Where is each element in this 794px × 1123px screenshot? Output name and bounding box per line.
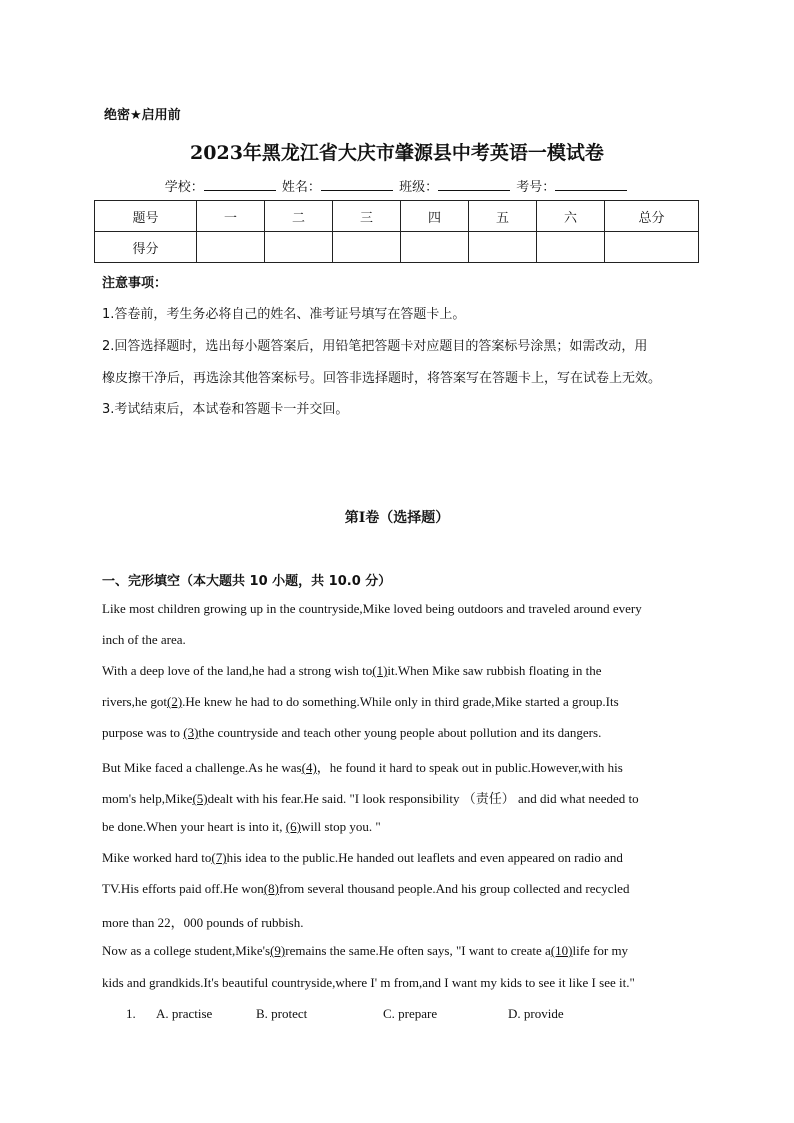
passage-line: Like most children growing up in the countryside,Mike loved being outdoors and traveled around every xyxy=(102,601,642,616)
passage-line xyxy=(102,881,629,897)
page-title: 2023年黑龙江省大庆市肇源县中考英语一模试卷 xyxy=(190,142,604,164)
table-row xyxy=(95,201,699,232)
text: dealt with his fear.He said. "I look responsibility （责任） and did what needed to xyxy=(207,791,639,806)
school-blank[interactable] xyxy=(204,178,276,191)
blank-7: (7) xyxy=(211,850,227,865)
passage-line xyxy=(102,757,623,776)
blank-3: (3) xyxy=(183,725,199,740)
question-1-number: 1. xyxy=(126,1006,136,1021)
passage-line: more than 22，000 pounds of rubbish. xyxy=(102,915,304,930)
note-2b: 橡皮擦干净后，再选涂其他答案标号。回答非选择题时，将答案写在答题卡上，写在试卷上无效。 xyxy=(102,371,662,386)
passage-line xyxy=(102,850,623,866)
text: mom's help,Mike xyxy=(102,791,193,806)
class-label: 班级： xyxy=(399,180,439,195)
passage-line xyxy=(102,788,639,807)
table-cell: 三 xyxy=(333,201,401,232)
score-table xyxy=(94,200,699,263)
table-cell: 四 xyxy=(401,201,469,232)
passage-line xyxy=(102,694,619,710)
passage-line xyxy=(102,663,602,679)
table-cell: 题号 xyxy=(95,201,197,232)
text: will stop you. " xyxy=(300,819,381,834)
part-heading: 一、完形填空（本大题共 10 小题，共 10.0 分） xyxy=(102,574,392,589)
exam-number-blank[interactable] xyxy=(555,178,627,191)
table-row xyxy=(95,232,699,263)
score-input-cell[interactable] xyxy=(333,232,401,263)
notes-heading: 注意事项： xyxy=(102,276,168,291)
confidential-label: 绝密★启用前 xyxy=(104,108,181,123)
text: ，he found it hard to speak out in public.However,with his xyxy=(316,760,623,775)
table-cell: 六 xyxy=(537,201,605,232)
name-blank[interactable] xyxy=(321,178,393,191)
blank-10: (10) xyxy=(550,943,573,958)
table-cell: 五 xyxy=(469,201,537,232)
option-d[interactable]: D. provide xyxy=(508,1006,564,1021)
option-b[interactable]: B. protect xyxy=(256,1006,308,1021)
table-cell: 总分 xyxy=(605,201,699,232)
note-2a: 2.回答选择题时，选出每小题答案后，用铅笔把答题卡对应题目的答案标号涂黑；如需改动，用 xyxy=(102,339,648,354)
text: be done.When your heart is into it, xyxy=(102,819,286,834)
school-label: 学校： xyxy=(164,180,204,195)
text: life for my xyxy=(572,943,629,958)
name-label: 姓名： xyxy=(281,180,321,195)
text: But Mike faced a challenge.As he was xyxy=(102,760,302,775)
passage-line: kids and grandkids.It's beautiful countryside,where I' m from,and I want my kids to see it like I see it." xyxy=(102,975,635,990)
passage-line xyxy=(102,819,381,835)
note-1: 1.答卷前，考生务必将自己的姓名、准考证号填写在答题卡上。 xyxy=(102,307,466,322)
text: Now as a college student,Mike's xyxy=(102,943,271,958)
text: purpose was to xyxy=(102,725,184,740)
blank-8: (8) xyxy=(263,881,279,896)
blank-9: (9) xyxy=(270,943,286,958)
option-a[interactable]: A. practise xyxy=(156,1006,213,1021)
text: Mike worked hard to xyxy=(102,850,212,865)
passage-line xyxy=(102,725,601,741)
option-c[interactable]: C. prepare xyxy=(383,1006,438,1021)
score-input-cell[interactable] xyxy=(537,232,605,263)
blank-1: (1) xyxy=(372,663,388,678)
blank-2: (2) xyxy=(166,694,183,709)
table-cell: 一 xyxy=(197,201,265,232)
score-input-cell[interactable] xyxy=(265,232,333,263)
table-cell: 二 xyxy=(265,201,333,232)
text: it.When Mike saw rubbish floating in the xyxy=(387,663,602,678)
passage-line xyxy=(102,943,628,959)
score-input-cell[interactable] xyxy=(401,232,469,263)
text: rivers,he got xyxy=(102,694,167,709)
student-info-line xyxy=(0,176,794,195)
note-3: 3.考试结束后，本试卷和答题卡一并交回。 xyxy=(102,402,349,417)
blank-4: (4) xyxy=(301,760,317,775)
text: remains the same.He often says, "I want to create a xyxy=(285,943,551,958)
text: .He knew he had to do something.While only in third grade,Mike started a group.Its xyxy=(182,694,619,709)
score-input-cell[interactable] xyxy=(469,232,537,263)
blank-6: (6) xyxy=(285,819,301,834)
section-title: 第Ⅰ卷（选择题） xyxy=(344,510,450,526)
text: his idea to the public.He handed out leaflets and even appeared on radio and xyxy=(226,850,623,865)
text: With a deep love of the land,he had a strong wish to xyxy=(102,663,373,678)
blank-5: (5) xyxy=(192,791,208,806)
text: TV.His efforts paid off.He won xyxy=(102,881,264,896)
score-input-cell[interactable] xyxy=(197,232,265,263)
exam-number-label: 考号： xyxy=(516,180,556,195)
table-cell: 得分 xyxy=(95,232,197,263)
score-input-cell[interactable] xyxy=(605,232,699,263)
text: from several thousand people.And his group collected and recycled xyxy=(278,881,630,896)
text: the countryside and teach other young people about pollution and its dangers. xyxy=(198,725,602,740)
passage-line: inch of the area. xyxy=(102,632,186,647)
class-blank[interactable] xyxy=(438,178,510,191)
